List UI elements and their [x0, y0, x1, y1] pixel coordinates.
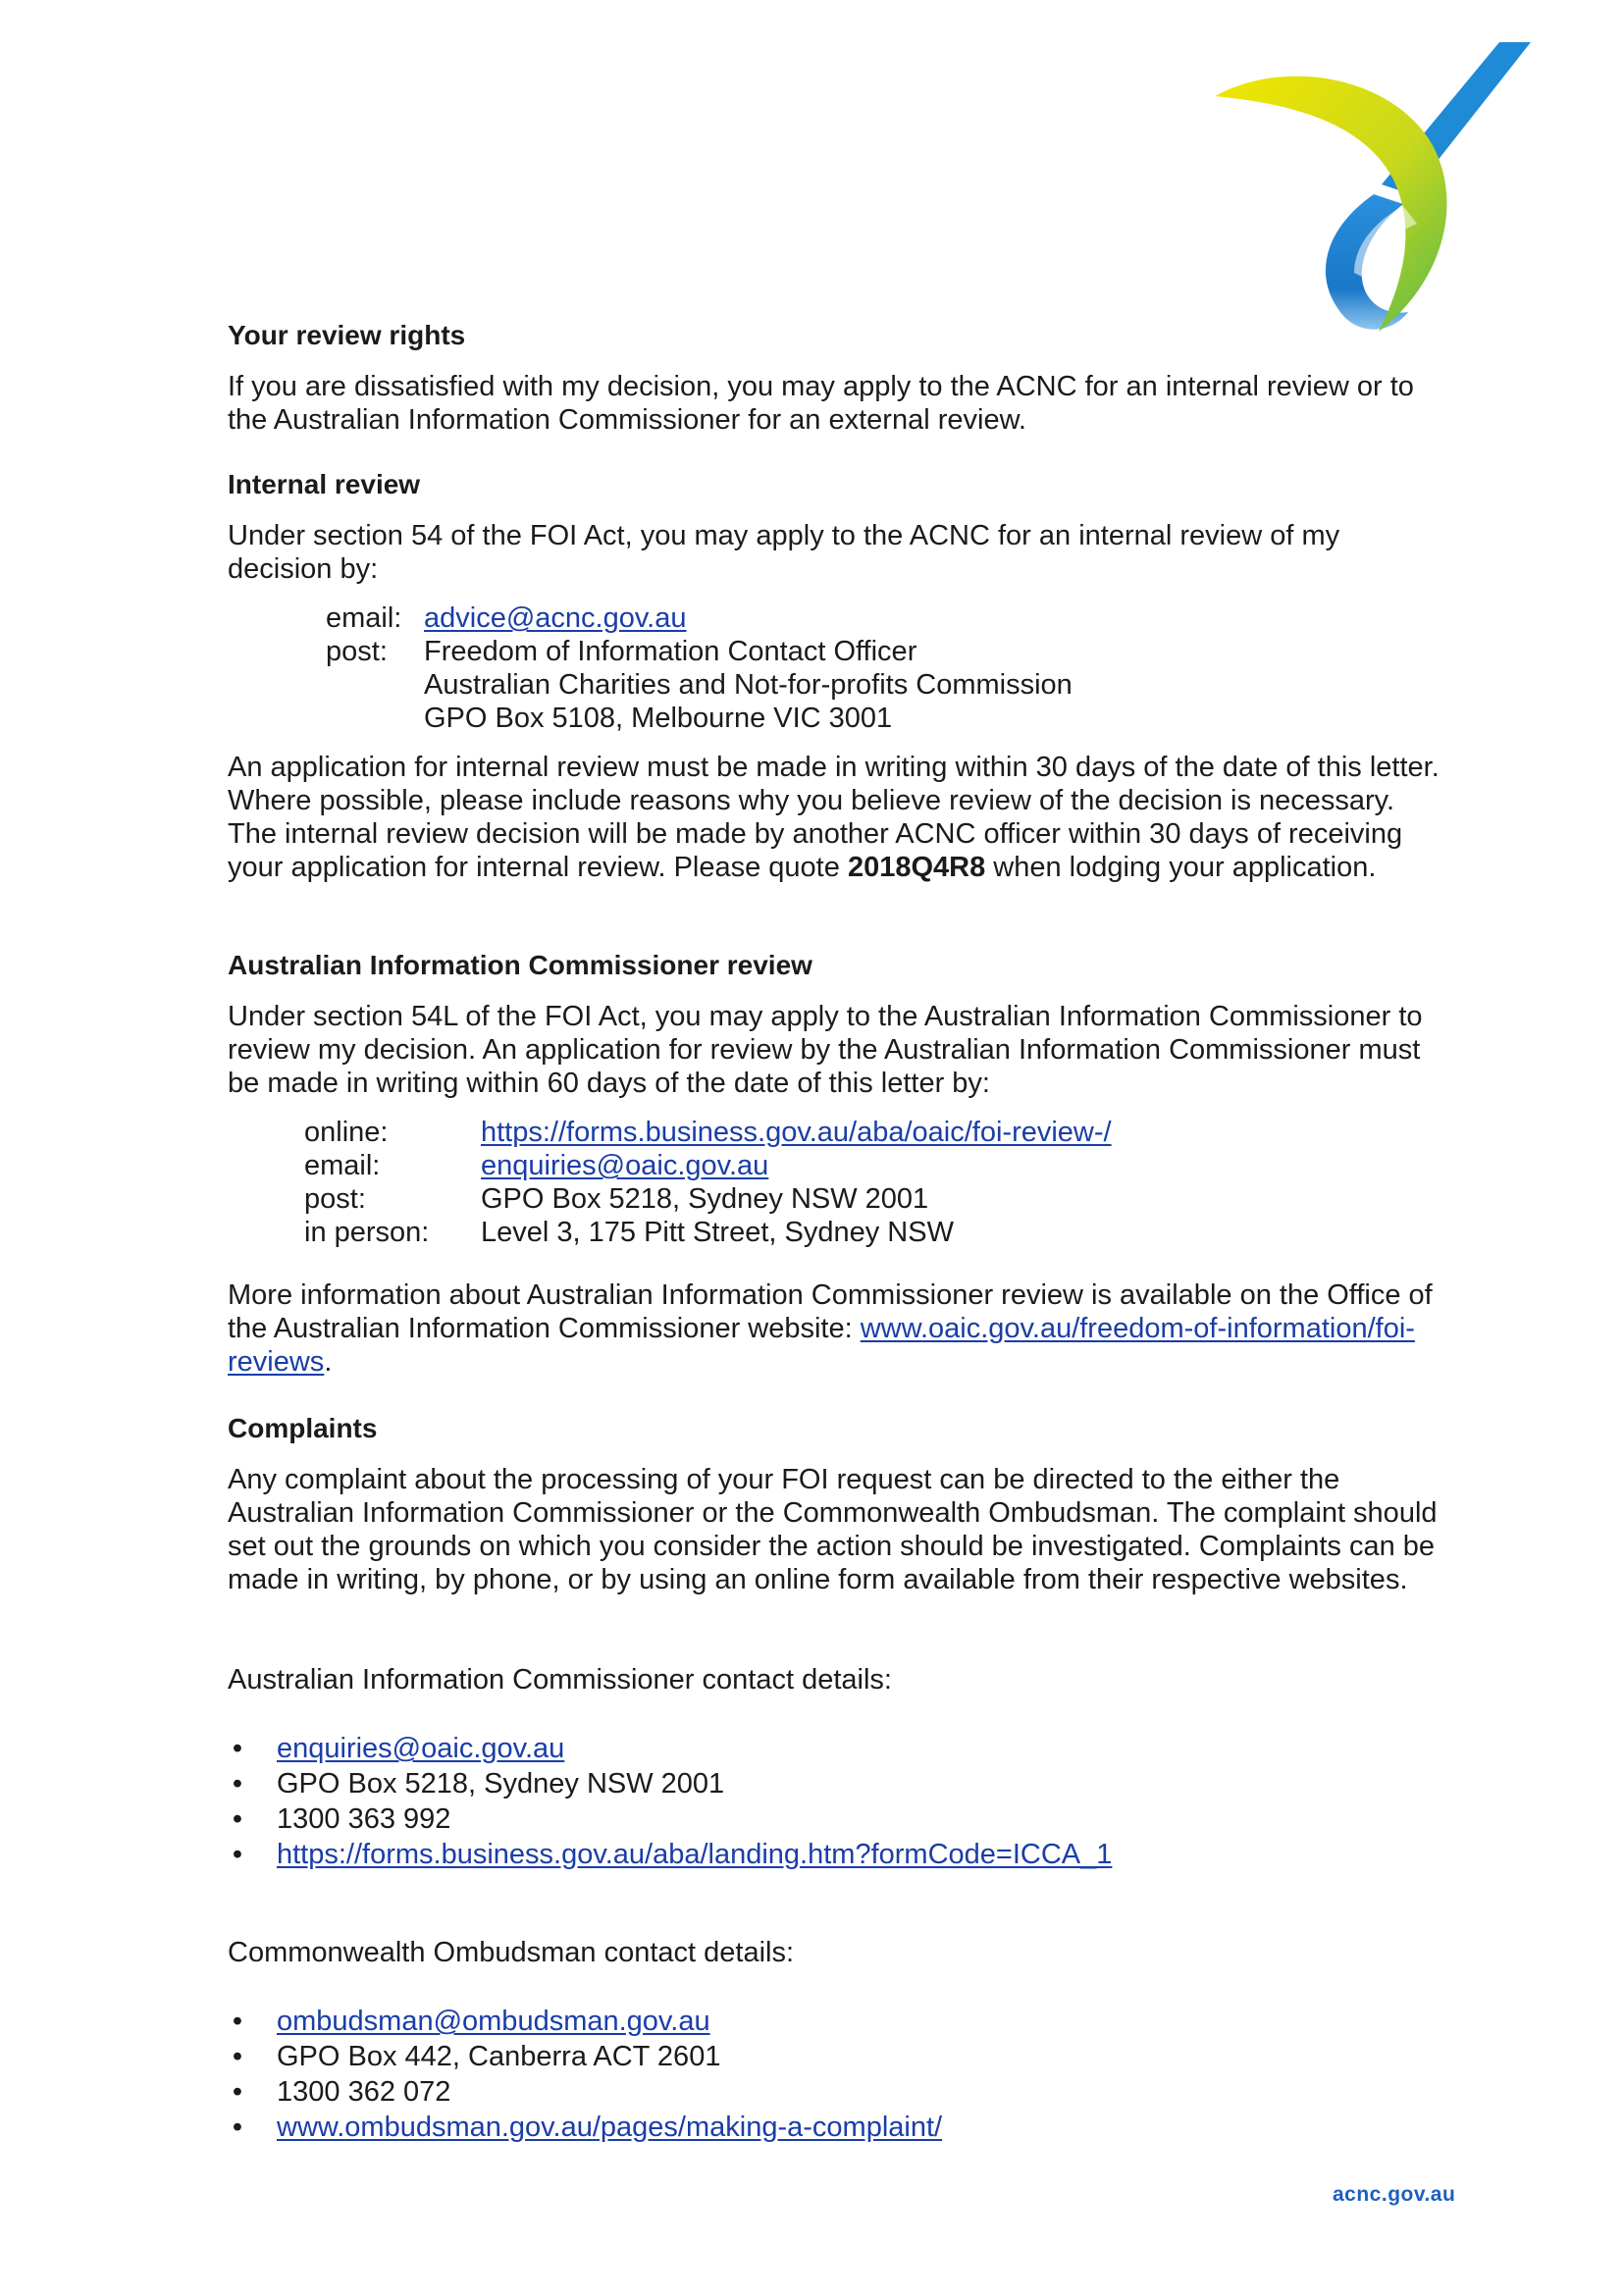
bullet: • [232, 2041, 243, 2072]
list-item [228, 1767, 1444, 1802]
aic-enquiries-link[interactable]: enquiries@oaic.gov.au [277, 1733, 565, 1764]
list-item [228, 2075, 1444, 2111]
list-item-text: GPO Box 442, Canberra ACT 2601 [277, 2041, 721, 2072]
contact-label: online: [304, 1117, 389, 1148]
bullet: • [232, 1839, 243, 1870]
list-item [228, 2005, 1444, 2040]
aic-email-link[interactable]: enquiries@oaic.gov.au [481, 1150, 769, 1181]
review-rights-paragraph: If you are dissatisfied with my decision, you may apply to the ACNC for an internal review or to the Australian Information Commissioner for an external review. [228, 371, 1414, 436]
contact-value: GPO Box 5218, Sydney NSW 2001 [481, 1183, 929, 1215]
post-line: Australian Charities and Not-for-profits Commission [424, 669, 1073, 701]
list-item [228, 2040, 1444, 2075]
bullet: • [232, 2112, 243, 2143]
post-label: post: [326, 636, 388, 667]
complaints-heading: Complaints [228, 1413, 378, 1443]
review-rights-heading: Your review rights [228, 320, 466, 350]
internal-review-heading: Internal review [228, 469, 421, 499]
more-info-text: More information about Australian Information Commissioner review is available on the Office of the Australian Information Commissioner website: [228, 1279, 1433, 1344]
contact-label: email: [304, 1150, 381, 1181]
footer-url[interactable]: acnc.gov.au [1333, 2183, 1456, 2206]
aic-contact-heading: Australian Information Commissioner contact details: [228, 1664, 892, 1696]
ombudsman-contact-list [228, 2005, 1444, 2146]
internal-review-body-end: when lodging your application. [985, 852, 1377, 883]
reference-code: 2018Q4R8 [847, 852, 986, 883]
internal-review-intro: Under section 54 of the FOI Act, you may apply to the ACNC for an internal review of my decision by: [228, 520, 1340, 585]
internal-review-body [228, 751, 1444, 884]
aic-complaint-form-link[interactable]: https://forms.business.gov.au/aba/landing.htm?formCode=ICCA_1 [277, 1839, 1113, 1870]
bullet: • [232, 2006, 243, 2037]
contact-value: Level 3, 175 Pitt Street, Sydney NSW [481, 1217, 954, 1248]
aic-more-info [228, 1278, 1444, 1379]
ombudsman-contact-heading: Commonwealth Ombudsman contact details: [228, 1937, 795, 1968]
aic-online-link[interactable]: https://forms.business.gov.au/aba/oaic/foi-review-/ [481, 1117, 1112, 1148]
bullet: • [232, 1803, 243, 1835]
ombudsman-complaint-link[interactable]: www.ombudsman.gov.au/pages/making-a-complaint/ [277, 2112, 943, 2143]
post-line: Freedom of Information Contact Officer [424, 636, 917, 667]
post-line: GPO Box 5108, Melbourne VIC 3001 [424, 703, 893, 734]
aic-contact-table [228, 1116, 1444, 1253]
complaints-paragraph: Any complaint about the processing of your FOI request can be directed to the either the Australian Information Commissioner or the Commonwealth Ombudsman. The complaint should set out the grounds on which you consider the action should be investigated. Complaints can be made in writing, by phone, or by using an online form available from their respective websites. [228, 1464, 1438, 1595]
aic-review-heading: Australian Information Commissioner review [228, 950, 812, 980]
list-item [228, 1732, 1444, 1767]
bullet: • [232, 1733, 243, 1764]
bullet: • [232, 1768, 243, 1800]
internal-review-body-text: An application for internal review must be made in writing within 30 days of the date of this letter. Where possible, please include reasons why you believe review of the decision is necessary. The internal review decision will be made by another ACNC officer within 30 days of receiving your application for internal review. Please quote [228, 752, 1440, 883]
contact-label: post: [304, 1183, 366, 1215]
bullet: • [232, 2076, 243, 2108]
oaic-foi-reviews-link[interactable]: www.oaic.gov.au/freedom-of-information/foi-reviews [228, 1313, 1415, 1378]
aic-review-intro: Under section 54L of the FOI Act, you may apply to the Australian Information Commissioner to review my decision. An application for review by the Australian Information Commissioner must be made in writing within 60 days of the date of this letter by: [228, 1001, 1423, 1099]
ombudsman-email-link[interactable]: ombudsman@ombudsman.gov.au [277, 2006, 710, 2037]
list-item [228, 1802, 1444, 1838]
aic-contact-list [228, 1732, 1444, 1873]
internal-review-contact-block [228, 601, 1444, 739]
list-item [228, 1838, 1444, 1873]
contact-label: in person: [304, 1217, 430, 1248]
acnc-ribbon-logo [1207, 37, 1541, 341]
list-item-text: 1300 362 072 [277, 2076, 451, 2108]
list-item-text: GPO Box 5218, Sydney NSW 2001 [277, 1768, 725, 1800]
acnc-email-link[interactable]: advice@acnc.gov.au [424, 602, 687, 634]
email-label: email: [326, 602, 402, 634]
list-item-text: 1300 363 992 [277, 1803, 451, 1835]
more-info-end: . [324, 1346, 333, 1378]
list-item [228, 2111, 1444, 2146]
